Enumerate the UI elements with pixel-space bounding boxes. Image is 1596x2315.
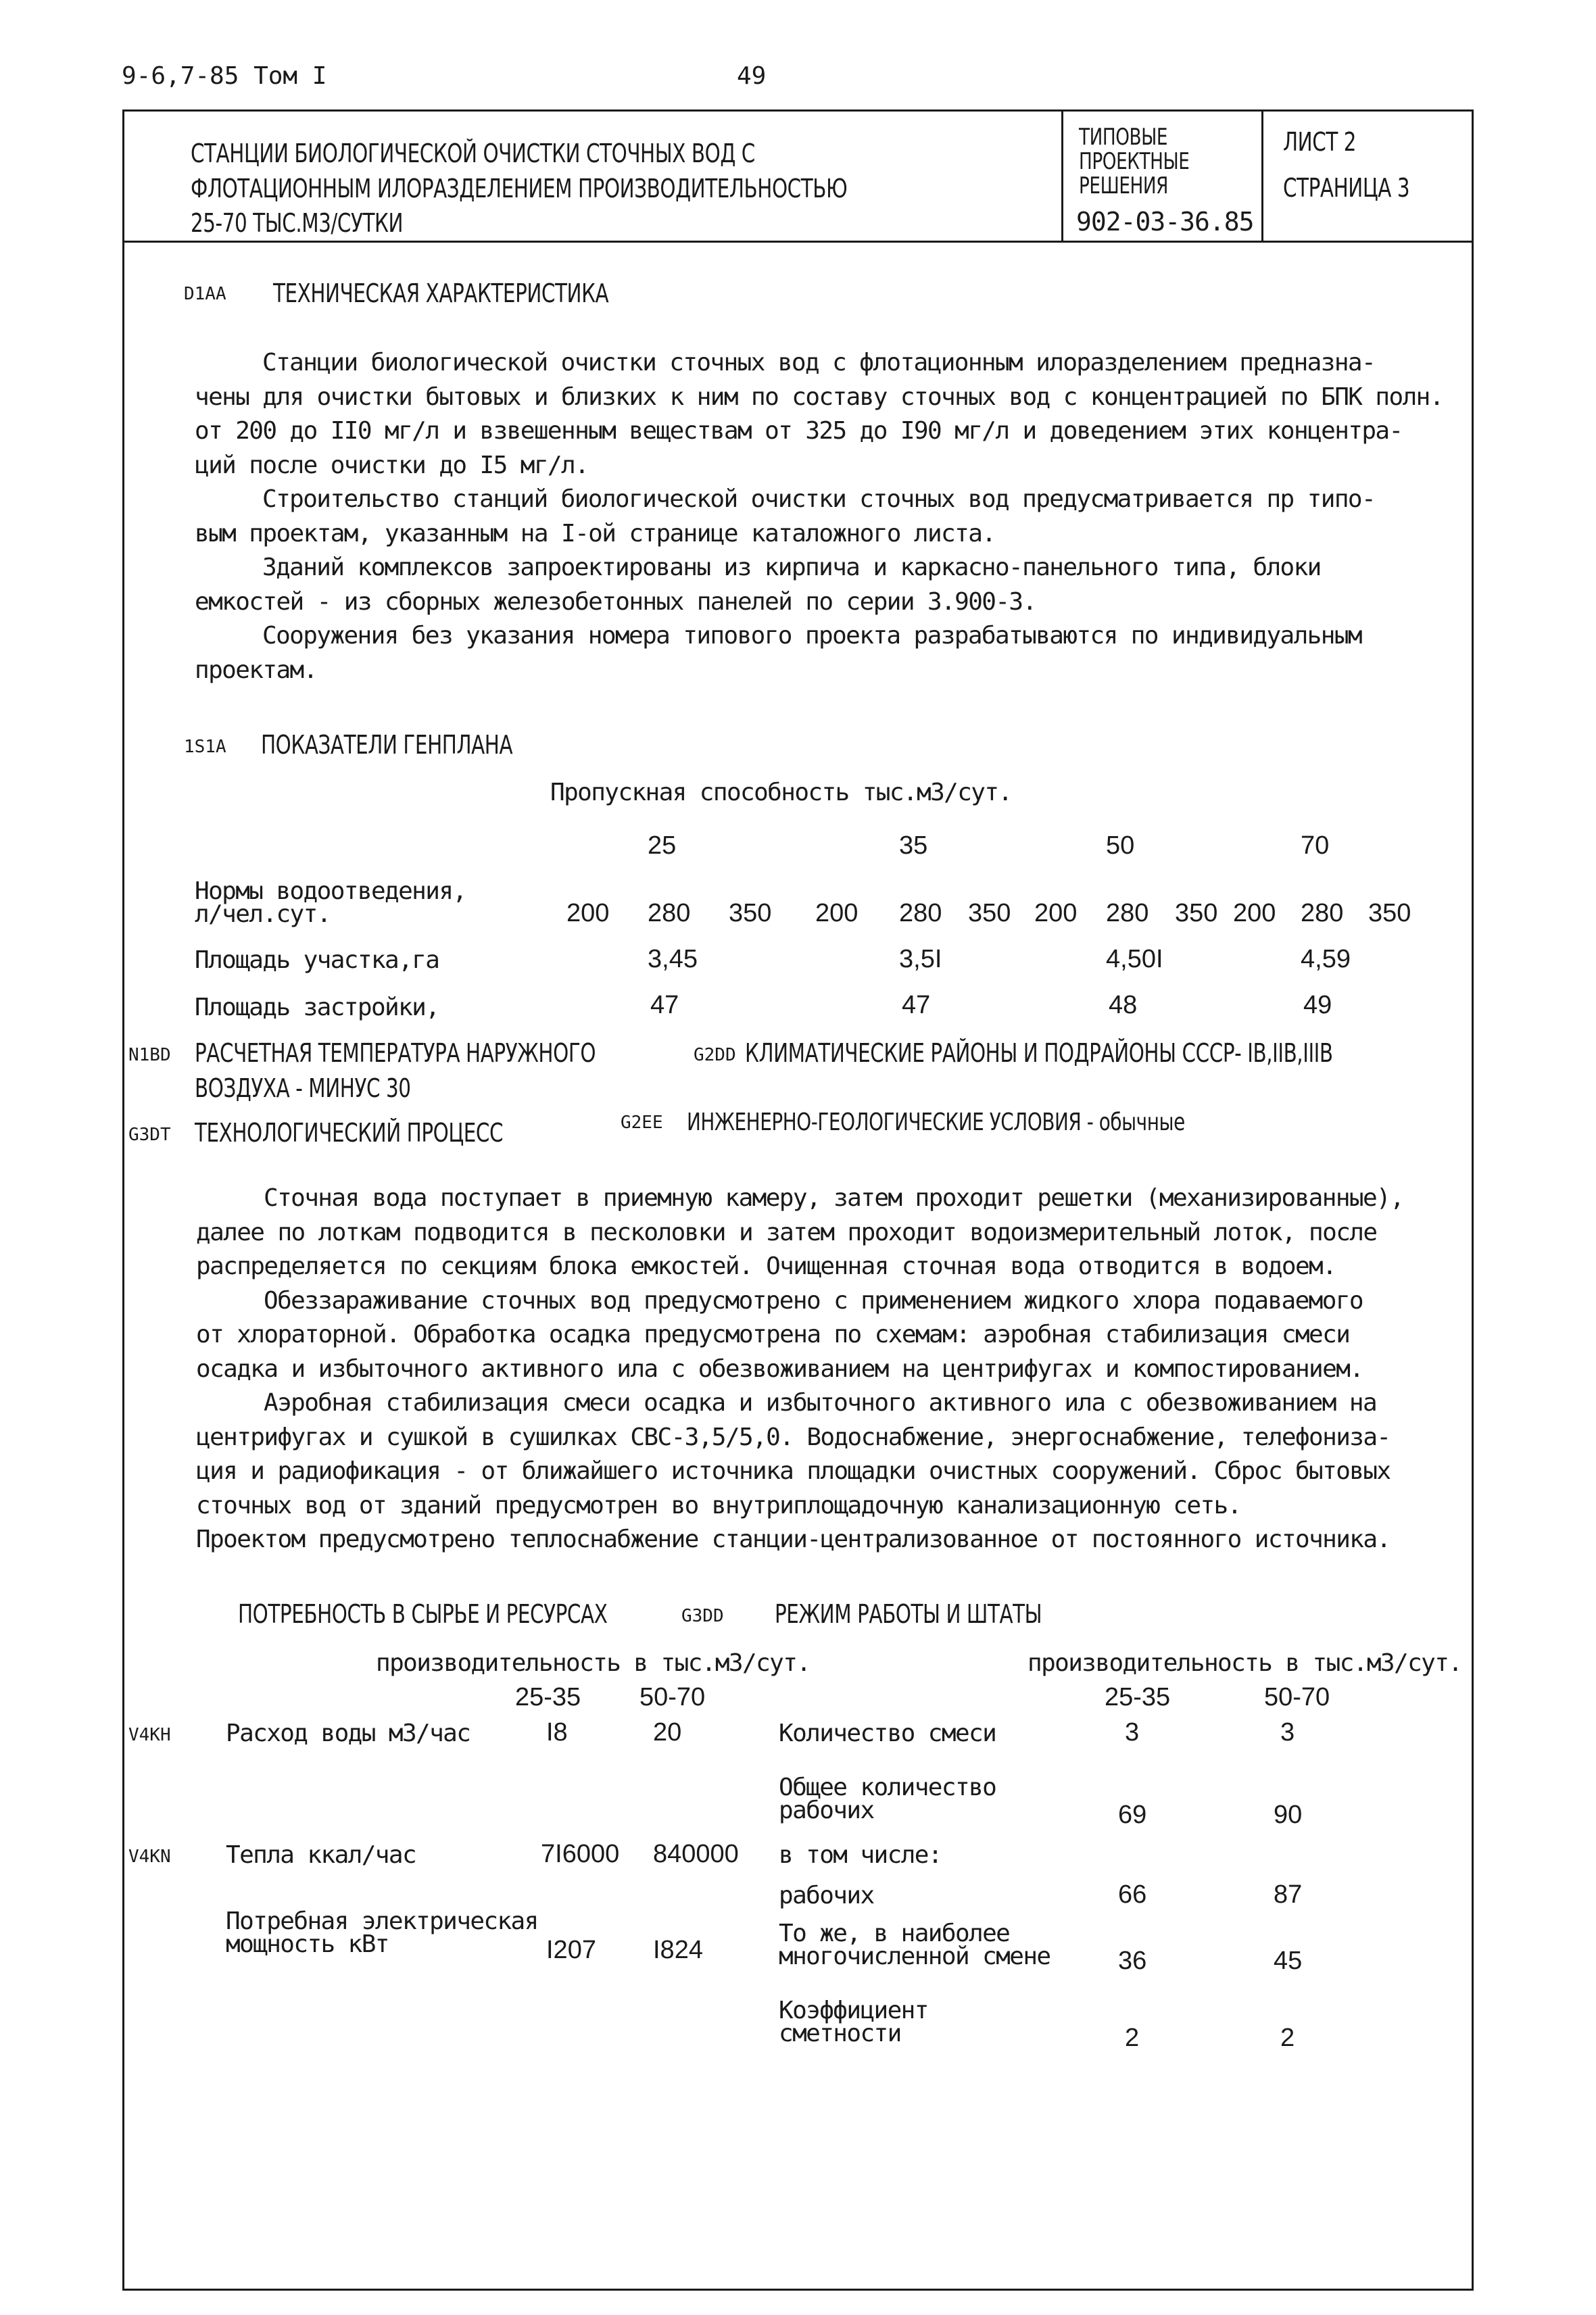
- power-value-1: I207: [546, 1936, 596, 1964]
- resources-col-2: 50-70: [639, 1683, 706, 1711]
- build-value: 49: [1303, 991, 1332, 1019]
- norm-value: 200: [566, 899, 610, 927]
- tech-code: D1AA: [184, 284, 226, 304]
- water-value-2: 20: [653, 1718, 682, 1747]
- staff-row-label: рабочих: [779, 1882, 874, 1909]
- process-line: Проектом предусмотрено теплоснабжение станции-централизованное от постоянного источника.: [196, 1526, 1391, 1553]
- norm-value: 200: [1034, 899, 1078, 927]
- series-code: 902-03-36.85: [1076, 207, 1254, 237]
- process-line: Аэробная стабилизация смеси осадка и избыточного активного ила с обезвоживанием на: [264, 1389, 1377, 1417]
- tech-line: от 200 до II0 мг/л и взвешенным веществам от 325 до I90 мг/л и доведением этих концентра-: [195, 417, 1403, 445]
- norm-value: 280: [648, 899, 691, 927]
- process-line: осадка и избыточного активного ила с обезвоживанием на центрифугах и компостированием.: [196, 1355, 1363, 1383]
- build-value: 48: [1109, 991, 1138, 1019]
- staff-row-label: Количество смеси: [779, 1720, 996, 1747]
- series-line-2: ПРОЕКТНЫЕ: [1079, 148, 1190, 175]
- staff-code: G3DD: [681, 1606, 724, 1626]
- area-value: 3,5I: [899, 945, 942, 973]
- norm-value: 350: [968, 899, 1011, 927]
- staff-row-value: 87: [1274, 1880, 1303, 1909]
- staff-row-label: Общее количество: [779, 1774, 996, 1801]
- norm-value: 200: [815, 899, 859, 927]
- norm-value: 200: [1233, 899, 1276, 927]
- staff-row-label: в том числе:: [779, 1841, 942, 1869]
- capacity-35: 35: [899, 831, 928, 860]
- area-value: 3,45: [648, 945, 698, 973]
- capacity-label: Пропускная способность тыс.м3/сут.: [550, 779, 1012, 806]
- resources-col-1: 25-35: [515, 1683, 581, 1711]
- tech-line: Станции биологической очистки сточных вод с флотационным илоразделением предназна-: [262, 349, 1376, 376]
- water-label: Расход воды м3/час: [226, 1720, 470, 1747]
- staff-row-label: многочисленной смене: [779, 1943, 1050, 1970]
- genplan-code: 1S1A: [184, 737, 226, 757]
- build-value: 47: [650, 991, 679, 1019]
- temperature-code: N1BD: [128, 1045, 171, 1065]
- tech-line: чены для очистки бытовых и близких к ним по составу сточных вод с концентрацией по БПК полн.: [195, 383, 1443, 411]
- geology-title: ИНЖЕНЕРНО-ГЕОЛОГИЧЕСКИЕ УСЛОВИЯ - обычные: [687, 1108, 1185, 1136]
- staff-prod-label: производительность в тыс.м3/сут.: [1027, 1649, 1462, 1677]
- process-line: Сточная вода поступает в приемную камеру, затем проходит решетки (механизированные),: [264, 1184, 1404, 1212]
- area-value: 4,59: [1301, 945, 1351, 973]
- heat-value-2: 840000: [653, 1840, 739, 1868]
- process-line: центрифугах и сушкой в сушилках СВС-3,5/5,0. Водоснабжение, энергоснабжение, телефониза-: [196, 1423, 1391, 1451]
- build-label: Площадь застройки,: [195, 994, 439, 1021]
- page-label: СТРАНИЦА 3: [1283, 173, 1410, 203]
- process-line: от хлораторной. Обработка осадка предусмотрена по схемам: аэробная стабилизация смеси: [196, 1321, 1350, 1348]
- staff-row-value: 66: [1118, 1880, 1147, 1909]
- norm-value: 350: [729, 899, 772, 927]
- area-value: 4,50I: [1106, 945, 1163, 973]
- process-line: распределяется по секциям блока емкостей. Очищенная сточная вода отводится в водоем.: [196, 1252, 1336, 1280]
- capacity-25: 25: [648, 831, 677, 860]
- page-number: 49: [737, 62, 767, 90]
- norm-value: 350: [1368, 899, 1411, 927]
- staff-row-value: 45: [1274, 1947, 1303, 1975]
- tech-title: ТЕХНИЧЕСКАЯ ХАРАКТЕРИСТИКА: [273, 278, 609, 308]
- geology-code: G2EE: [621, 1113, 663, 1133]
- tech-text: [195, 346, 1443, 687]
- power-label-1: Потребная электрическая: [226, 1907, 538, 1935]
- title-line-2: ФЛОТАЦИОННЫМ ИЛОРАЗДЕЛЕНИЕМ ПРОИЗВОДИТЕЛЬНОСТЬЮ: [191, 174, 848, 203]
- tech-line: Строительство станций биологической очистки сточных вод предусматривается пр типо-: [262, 485, 1376, 513]
- tech-line: проектам.: [195, 656, 317, 684]
- build-value: 47: [902, 991, 931, 1019]
- norms-label-2: л/чел.сут.: [195, 900, 331, 928]
- process-line: сточных вод от зданий предусмотрен во внутриплощадочную канализационную сеть.: [196, 1491, 1241, 1519]
- staff-row-value: 90: [1274, 1801, 1303, 1829]
- norm-value: 280: [1301, 899, 1344, 927]
- process-text: [196, 1181, 1403, 1557]
- staff-row-value: 36: [1118, 1947, 1147, 1975]
- resources-title: ПОТРЕБНОСТЬ В СЫРЬЕ И РЕСУРСАХ: [238, 1599, 608, 1629]
- power-label-2: мощность кВт: [226, 1930, 389, 1958]
- process-line: далее по лоткам подводится в песколовки и затем проходит водоизмерительный лоток, после: [196, 1218, 1377, 1246]
- series-line-1: ТИПОВЫЕ: [1079, 124, 1168, 151]
- staff-row-value: 3: [1125, 1718, 1140, 1747]
- staff-title: РЕЖИМ РАБОТЫ И ШТАТЫ: [775, 1599, 1042, 1629]
- staff-row-value: 2: [1280, 2024, 1295, 2052]
- staff-row-value: 69: [1118, 1801, 1147, 1829]
- title-line-3: 25-70 ТЫС.М3/СУТКИ: [191, 208, 404, 238]
- temperature-value: ВОЗДУХА - МИНУС 30: [195, 1073, 411, 1103]
- norm-value: 350: [1175, 899, 1218, 927]
- process-line: Обеззараживание сточных вод предусмотрено с применением жидкого хлора подаваемого: [264, 1286, 1363, 1315]
- title-line-1: СТАНЦИИ БИОЛОГИЧЕСКОЙ ОЧИСТКИ СТОЧНЫХ ВОД С: [191, 139, 755, 168]
- norm-value: 280: [1106, 899, 1149, 927]
- staff-row-value: 2: [1125, 2024, 1140, 2052]
- climate-code: G2DD: [694, 1045, 736, 1065]
- water-code: V4KH: [128, 1725, 171, 1745]
- header-divider: [122, 241, 1474, 243]
- process-title: ТЕХНОЛОГИЧЕСКИЙ ПРОЦЕСС: [195, 1118, 504, 1148]
- heat-code: V4KN: [128, 1847, 171, 1867]
- capacity-70: 70: [1301, 831, 1330, 860]
- staff-row-label: То же, в наиболее: [779, 1920, 1010, 1947]
- sheet-label: ЛИСТ 2: [1283, 127, 1357, 157]
- staff-row-label: сметности: [779, 2020, 901, 2047]
- staff-row-label: Коэффициент: [779, 1997, 928, 2024]
- staff-col-2: 50-70: [1264, 1683, 1330, 1711]
- header-col-divider-1: [1061, 109, 1063, 242]
- process-line: ция и радиофикация - от ближайшего источника площадки очистных сооружений. Сброс бытовых: [196, 1457, 1391, 1485]
- heat-label: Тепла ккал/час: [226, 1841, 416, 1869]
- tech-line: вым проектам, указанным на I-ой странице каталожного листа.: [195, 519, 996, 547]
- heat-value-1: 7I6000: [541, 1840, 620, 1868]
- power-value-2: I824: [653, 1936, 703, 1964]
- tech-line: Сооружения без указания номера типового проекта разрабатываются по индивидуальным: [262, 622, 1361, 650]
- series-line-3: РЕШЕНИЯ: [1079, 172, 1168, 199]
- doc-reference: 9-6,7-85 Том I: [122, 62, 327, 90]
- area-label: Площадь участка,га: [195, 946, 439, 974]
- tech-line: Зданий комплексов запроектированы из кирпича и каркасно-панельного типа, блоки: [262, 554, 1321, 581]
- tech-line: ций после очистки до I5 мг/л.: [195, 451, 589, 479]
- staff-col-1: 25-35: [1105, 1683, 1171, 1711]
- norms-label-1: Нормы водоотведения,: [195, 877, 466, 905]
- tech-line: емкостей - из сборных железобетонных панелей по серии 3.900-3.: [195, 587, 1036, 616]
- staff-row-value: 3: [1280, 1718, 1295, 1747]
- genplan-title: ПОКАЗАТЕЛИ ГЕНПЛАНА: [261, 730, 513, 760]
- staff-row-label: рабочих: [779, 1797, 874, 1824]
- climate-title: КЛИМАТИЧЕСКИЕ РАЙОНЫ И ПОДРАЙОНЫ СССР- IВ,IIВ,IIIВ: [745, 1038, 1333, 1068]
- water-value-1: I8: [546, 1718, 568, 1747]
- header-col-divider-2: [1261, 109, 1263, 242]
- norm-value: 280: [899, 899, 942, 927]
- capacity-50: 50: [1106, 831, 1135, 860]
- resources-prod-label: производительность в тыс.м3/сут.: [376, 1649, 811, 1677]
- temperature-title: РАСЧЕТНАЯ ТЕМПЕРАТУРА НАРУЖНОГО: [195, 1038, 596, 1068]
- process-code: G3DT: [128, 1125, 171, 1145]
